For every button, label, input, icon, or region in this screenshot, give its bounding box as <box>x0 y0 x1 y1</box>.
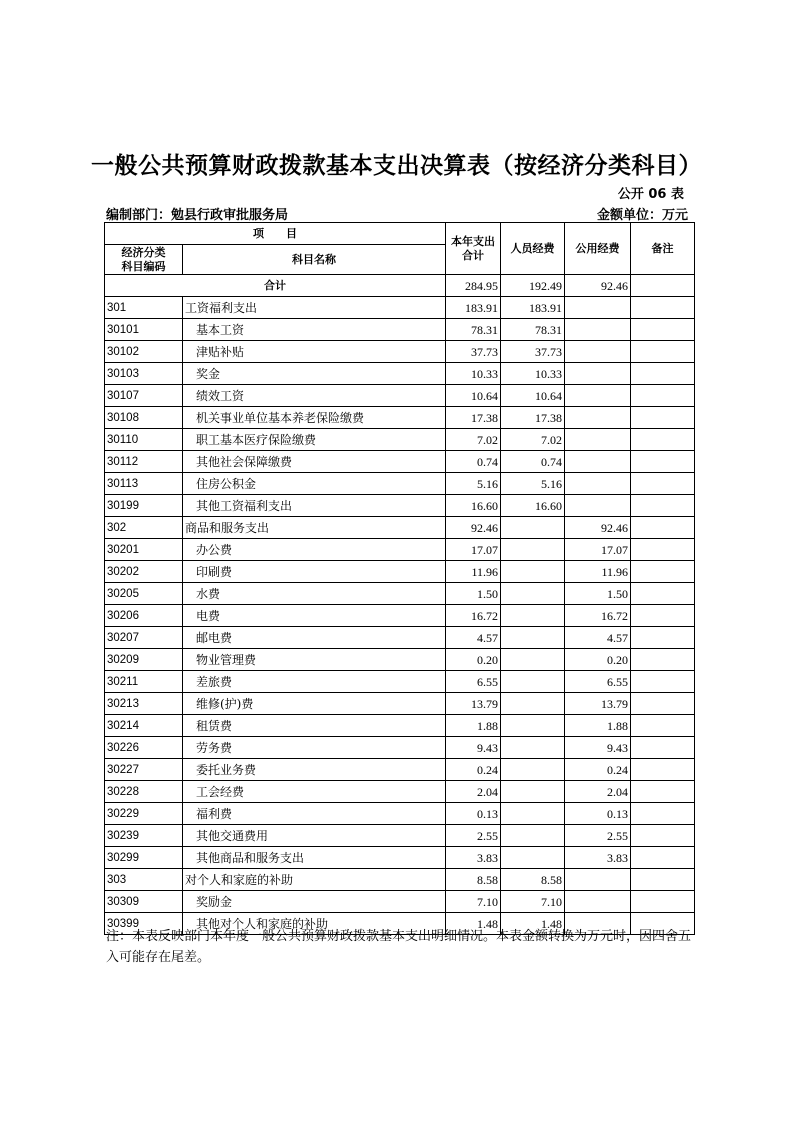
table-row <box>105 341 695 363</box>
row-code: 30202 <box>105 561 183 583</box>
row-personnel: 17.38 <box>501 407 565 429</box>
row-total: 9.43 <box>446 737 501 759</box>
row-total: 92.46 <box>446 517 501 539</box>
table-row <box>105 869 695 891</box>
table-row <box>105 363 695 385</box>
amount-unit-label: 金额单位：万元 <box>596 208 688 223</box>
row-public <box>565 385 631 407</box>
row-public: 2.04 <box>565 781 631 803</box>
row-personnel <box>501 539 565 561</box>
table-row <box>105 407 695 429</box>
row-code: 30309 <box>105 891 183 913</box>
table-row <box>105 825 695 847</box>
row-total: 10.64 <box>446 385 501 407</box>
table-row <box>105 495 695 517</box>
row-total: 11.96 <box>446 561 501 583</box>
row-code: 30229 <box>105 803 183 825</box>
row-personnel <box>501 517 565 539</box>
row-total: 7.10 <box>446 891 501 913</box>
table-row <box>105 451 695 473</box>
header-remark: 备注 <box>631 223 695 275</box>
row-total: 2.55 <box>446 825 501 847</box>
row-remark <box>631 737 695 759</box>
row-code: 30226 <box>105 737 183 759</box>
row-remark <box>631 363 695 385</box>
form-number: 公开 06 表 <box>617 187 684 202</box>
row-name: 福利费 <box>183 803 446 825</box>
row-code: 30214 <box>105 715 183 737</box>
row-personnel: 0.74 <box>501 451 565 473</box>
row-public <box>565 319 631 341</box>
row-name: 维修(护)费 <box>183 693 446 715</box>
row-public: 0.20 <box>565 649 631 671</box>
row-remark <box>631 385 695 407</box>
row-code: 30110 <box>105 429 183 451</box>
row-remark <box>631 429 695 451</box>
total-public: 92.46 <box>565 275 631 297</box>
row-name: 其他商品和服务支出 <box>183 847 446 869</box>
row-public: 1.88 <box>565 715 631 737</box>
table-row <box>105 539 695 561</box>
row-name: 物业管理费 <box>183 649 446 671</box>
row-total: 0.74 <box>446 451 501 473</box>
table-row <box>105 319 695 341</box>
total-personnel: 192.49 <box>501 275 565 297</box>
row-public <box>565 297 631 319</box>
row-total: 13.79 <box>446 693 501 715</box>
row-code: 30199 <box>105 495 183 517</box>
row-name: 商品和服务支出 <box>183 517 446 539</box>
row-total: 3.83 <box>446 847 501 869</box>
row-name: 其他对个人和家庭的补助 <box>183 913 446 935</box>
row-code: 30205 <box>105 583 183 605</box>
row-total: 16.60 <box>446 495 501 517</box>
table-row <box>105 715 695 737</box>
row-code: 30207 <box>105 627 183 649</box>
row-name: 其他社会保障缴费 <box>183 451 446 473</box>
row-code: 30201 <box>105 539 183 561</box>
row-remark <box>631 583 695 605</box>
row-remark <box>631 891 695 913</box>
row-code: 30102 <box>105 341 183 363</box>
table-row <box>105 847 695 869</box>
row-code: 30227 <box>105 759 183 781</box>
row-code: 30209 <box>105 649 183 671</box>
header-item: 项 目 <box>105 223 446 245</box>
row-remark <box>631 297 695 319</box>
row-total: 7.02 <box>446 429 501 451</box>
row-public <box>565 341 631 363</box>
total-remark <box>631 275 695 297</box>
row-personnel: 7.02 <box>501 429 565 451</box>
row-personnel <box>501 627 565 649</box>
table-row <box>105 429 695 451</box>
row-personnel <box>501 781 565 803</box>
row-name: 其他交通费用 <box>183 825 446 847</box>
table-row <box>105 583 695 605</box>
row-remark <box>631 803 695 825</box>
row-public <box>565 363 631 385</box>
table-row <box>105 737 695 759</box>
row-name: 其他工资福利支出 <box>183 495 446 517</box>
row-personnel <box>501 715 565 737</box>
row-code: 302 <box>105 517 183 539</box>
row-personnel: 78.31 <box>501 319 565 341</box>
row-code: 30239 <box>105 825 183 847</box>
row-remark <box>631 451 695 473</box>
row-personnel <box>501 605 565 627</box>
row-public: 3.83 <box>565 847 631 869</box>
row-name: 奖励金 <box>183 891 446 913</box>
page-title: 一般公共预算财政拨款基本支出决算表（按经济分类科目） <box>91 153 702 179</box>
row-name: 绩效工资 <box>183 385 446 407</box>
table-row <box>105 649 695 671</box>
row-name: 水费 <box>183 583 446 605</box>
row-public: 9.43 <box>565 737 631 759</box>
row-personnel: 37.73 <box>501 341 565 363</box>
row-public: 1.50 <box>565 583 631 605</box>
row-total: 0.20 <box>446 649 501 671</box>
row-total: 8.58 <box>446 869 501 891</box>
row-personnel: 5.16 <box>501 473 565 495</box>
row-personnel <box>501 825 565 847</box>
row-name: 对个人和家庭的补助 <box>183 869 446 891</box>
row-public <box>565 407 631 429</box>
row-remark <box>631 693 695 715</box>
row-public: 11.96 <box>565 561 631 583</box>
row-total: 183.91 <box>446 297 501 319</box>
row-code: 303 <box>105 869 183 891</box>
row-personnel <box>501 737 565 759</box>
table-row <box>105 803 695 825</box>
row-remark <box>631 407 695 429</box>
row-code: 30211 <box>105 671 183 693</box>
row-remark <box>631 473 695 495</box>
row-total: 78.31 <box>446 319 501 341</box>
row-name: 印刷费 <box>183 561 446 583</box>
row-remark <box>631 627 695 649</box>
row-personnel <box>501 693 565 715</box>
row-personnel: 7.10 <box>501 891 565 913</box>
row-name: 办公费 <box>183 539 446 561</box>
table-row <box>105 759 695 781</box>
row-name: 职工基本医疗保险缴费 <box>183 429 446 451</box>
row-remark <box>631 605 695 627</box>
row-code: 301 <box>105 297 183 319</box>
row-name: 住房公积金 <box>183 473 446 495</box>
row-personnel: 1.48 <box>501 913 565 935</box>
header-total: 本年支出 合计 <box>446 223 501 275</box>
row-name: 基本工资 <box>183 319 446 341</box>
row-name: 劳务费 <box>183 737 446 759</box>
row-remark <box>631 539 695 561</box>
row-code: 30228 <box>105 781 183 803</box>
table-row <box>105 517 695 539</box>
row-name: 奖金 <box>183 363 446 385</box>
table-row <box>105 605 695 627</box>
row-personnel <box>501 583 565 605</box>
row-total: 5.16 <box>446 473 501 495</box>
total-row <box>105 275 695 297</box>
row-public <box>565 869 631 891</box>
row-remark <box>631 715 695 737</box>
row-remark <box>631 759 695 781</box>
table-row <box>105 693 695 715</box>
row-name: 差旅费 <box>183 671 446 693</box>
row-personnel <box>501 671 565 693</box>
header-econ-code: 经济分类 科目编码 <box>105 245 183 275</box>
row-personnel <box>501 803 565 825</box>
row-public: 17.07 <box>565 539 631 561</box>
table-row <box>105 891 695 913</box>
row-total: 17.07 <box>446 539 501 561</box>
row-remark <box>631 649 695 671</box>
row-personnel <box>501 649 565 671</box>
row-remark <box>631 341 695 363</box>
row-public <box>565 495 631 517</box>
row-total: 0.13 <box>446 803 501 825</box>
row-personnel: 10.64 <box>501 385 565 407</box>
row-code: 30213 <box>105 693 183 715</box>
row-remark <box>631 517 695 539</box>
row-total: 1.88 <box>446 715 501 737</box>
row-code: 30108 <box>105 407 183 429</box>
row-code: 30107 <box>105 385 183 407</box>
row-public: 2.55 <box>565 825 631 847</box>
row-personnel <box>501 847 565 869</box>
header-personnel: 人员经费 <box>501 223 565 275</box>
row-personnel: 10.33 <box>501 363 565 385</box>
row-name: 邮电费 <box>183 627 446 649</box>
total-label: 合计 <box>105 275 446 297</box>
row-public: 0.13 <box>565 803 631 825</box>
header-item-name: 科目名称 <box>183 245 446 275</box>
row-total: 16.72 <box>446 605 501 627</box>
department-label: 编制部门：勉县行政审批服务局 <box>106 208 289 223</box>
row-remark <box>631 561 695 583</box>
row-remark <box>631 319 695 341</box>
row-code: 30101 <box>105 319 183 341</box>
row-remark <box>631 869 695 891</box>
row-name: 工资福利支出 <box>183 297 446 319</box>
row-personnel: 8.58 <box>501 869 565 891</box>
row-total: 1.48 <box>446 913 501 935</box>
table-row <box>105 473 695 495</box>
row-name: 工会经费 <box>183 781 446 803</box>
row-remark <box>631 671 695 693</box>
row-personnel <box>501 561 565 583</box>
table-row <box>105 627 695 649</box>
row-name: 电费 <box>183 605 446 627</box>
row-code: 30399 <box>105 913 183 935</box>
header-public: 公用经费 <box>565 223 631 275</box>
row-total: 37.73 <box>446 341 501 363</box>
total-amount: 284.95 <box>446 275 501 297</box>
row-total: 17.38 <box>446 407 501 429</box>
row-public: 4.57 <box>565 627 631 649</box>
row-public <box>565 429 631 451</box>
row-public <box>565 473 631 495</box>
row-code: 30113 <box>105 473 183 495</box>
row-name: 津贴补贴 <box>183 341 446 363</box>
row-name: 委托业务费 <box>183 759 446 781</box>
row-public: 6.55 <box>565 671 631 693</box>
row-total: 1.50 <box>446 583 501 605</box>
row-total: 0.24 <box>446 759 501 781</box>
row-total: 10.33 <box>446 363 501 385</box>
row-personnel <box>501 759 565 781</box>
row-code: 30103 <box>105 363 183 385</box>
row-public: 13.79 <box>565 693 631 715</box>
footnote: 注：本表反映部门本年度一般公共预算财政拨款基本支出明细情况。本表金额转换为万元时，因四舍五入可能存在尾差。 <box>106 929 692 965</box>
row-total: 6.55 <box>446 671 501 693</box>
row-remark <box>631 495 695 517</box>
row-code: 30299 <box>105 847 183 869</box>
table-row <box>105 297 695 319</box>
row-name: 租赁费 <box>183 715 446 737</box>
table-row <box>105 781 695 803</box>
row-remark <box>631 847 695 869</box>
table-row <box>105 561 695 583</box>
expenditure-table <box>104 222 695 935</box>
row-code: 30206 <box>105 605 183 627</box>
row-public <box>565 891 631 913</box>
row-remark <box>631 781 695 803</box>
row-total: 2.04 <box>446 781 501 803</box>
row-remark <box>631 825 695 847</box>
row-personnel: 183.91 <box>501 297 565 319</box>
table-row <box>105 385 695 407</box>
row-name: 机关事业单位基本养老保险缴费 <box>183 407 446 429</box>
row-code: 30112 <box>105 451 183 473</box>
row-total: 4.57 <box>446 627 501 649</box>
row-public: 16.72 <box>565 605 631 627</box>
row-personnel: 16.60 <box>501 495 565 517</box>
row-public <box>565 451 631 473</box>
table-row <box>105 671 695 693</box>
row-public: 0.24 <box>565 759 631 781</box>
row-public: 92.46 <box>565 517 631 539</box>
